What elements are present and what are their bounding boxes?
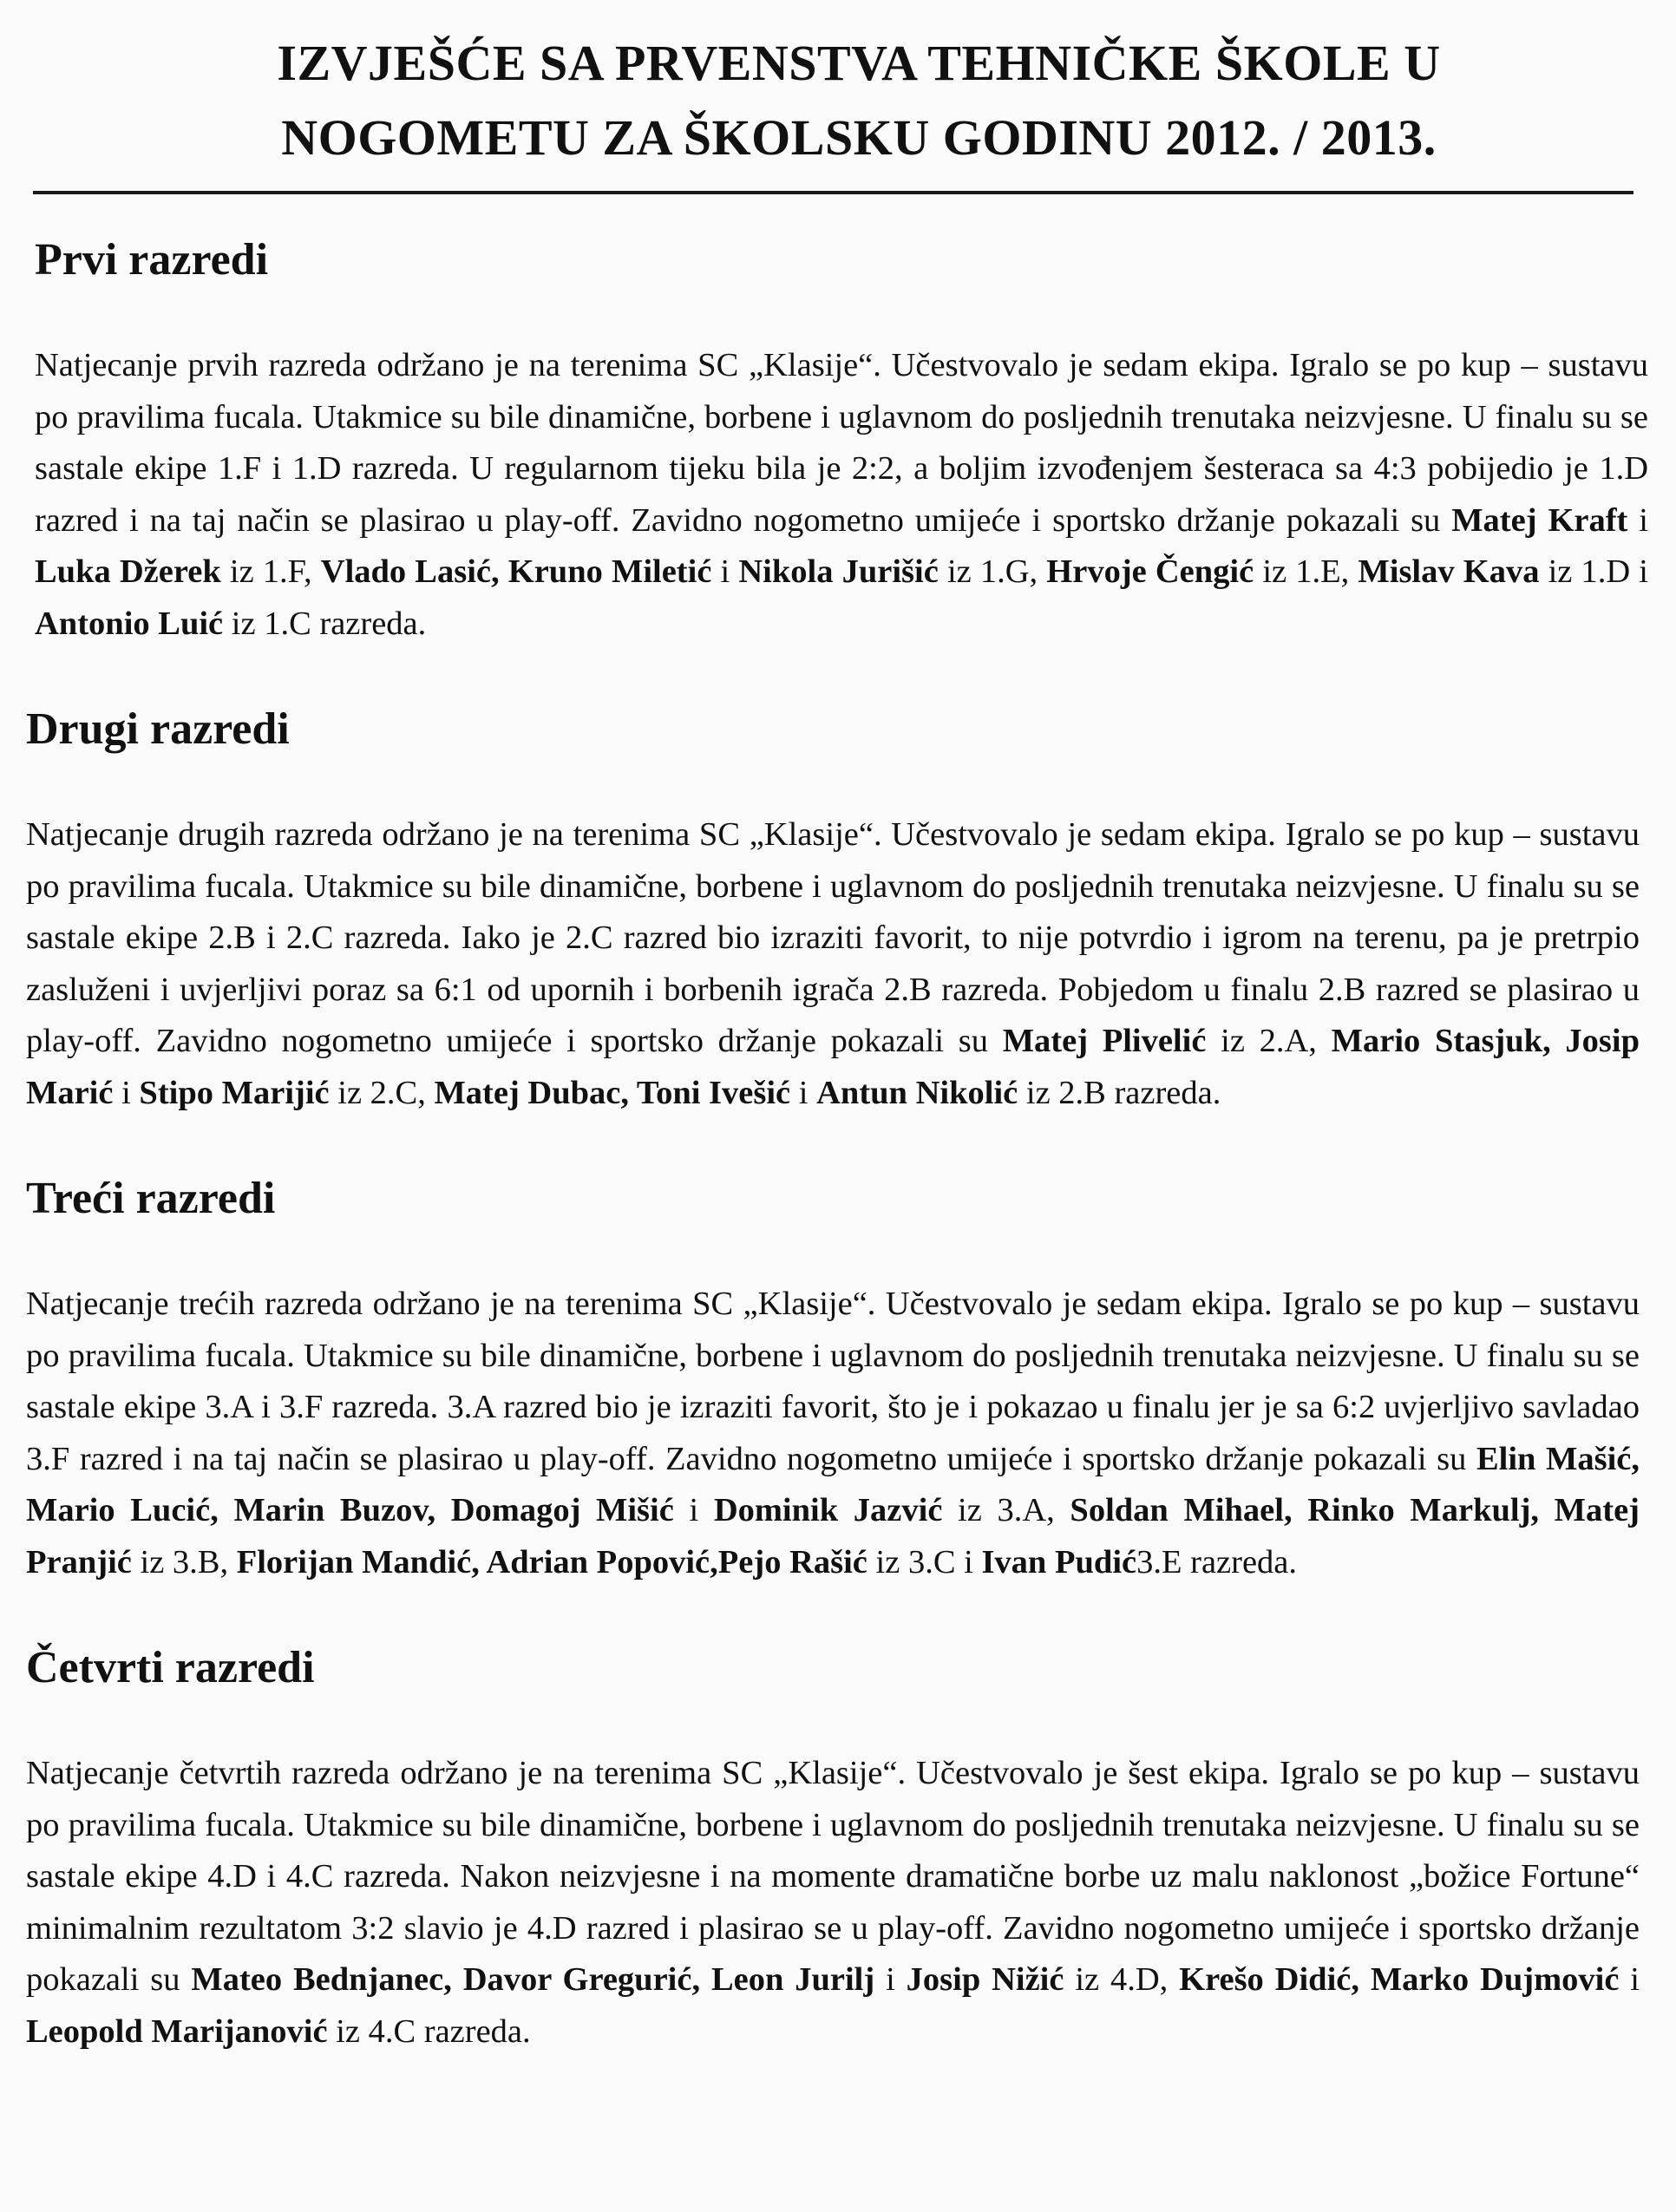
section-second-grade bbox=[26, 704, 1640, 1119]
player-name: Matej Plivelić bbox=[1002, 1023, 1207, 1059]
title-line-2: NOGOMETU ZA ŠKOLSKU GODINU 2012. / 2013. bbox=[281, 109, 1437, 166]
section-third-grade bbox=[26, 1173, 1640, 1588]
player-connector: iz 3.A, bbox=[942, 1492, 1070, 1528]
title-line-1: IZVJEŠĆE SA PRVENSTVA TEHNIČKE ŠKOLE U bbox=[277, 35, 1441, 91]
player-connector: iz 2.C, bbox=[329, 1074, 435, 1111]
section-first-grade bbox=[35, 234, 1649, 650]
player-connector: i bbox=[711, 553, 739, 590]
player-connector: i bbox=[1627, 501, 1649, 539]
player-connector: iz 1.E, bbox=[1254, 553, 1358, 590]
paragraph-text: Natjecanje drugih razreda održano je na terenima SC „Klasije“. Učestvovalo je sedam ekipa. Igralo se po kup – sustavu po pravilima fucala. Utakmice su bile dinamične, borbene i uglavnom do posljednih trenutaka neizvjesne. U finalu su se sastale ekipe 2.B i 2.C razreda. Iako je 2.C razred bio izraziti favorit, to nije potvrdio i igrom na terenu, pa je pretrpio zasluženi i uvjerljivi poraz sa 6:1 od upornih i borbenih igrača 2.B razreda. Pobjedom u finalu 2.B razred se plasirao u play-off. Zavidno nogometno umijeće i sportsko držanje pokazali su bbox=[26, 816, 1640, 1059]
section-paragraph bbox=[26, 1748, 1640, 2058]
player-connector: iz 3.B, bbox=[131, 1543, 237, 1580]
player-list bbox=[26, 1961, 1640, 2050]
player-name: Mateo Bednjanec, Davor Gregurić, Leon Jurilj bbox=[191, 1961, 875, 1998]
section-heading: Četvrti razredi bbox=[26, 1643, 315, 1692]
player-name: Antonio Luić bbox=[35, 605, 224, 642]
player-connector: iz 1.F, bbox=[220, 553, 321, 590]
player-name: Soldan Mihael, Rinko Markulj, Matej Pranjić bbox=[26, 1492, 1640, 1580]
player-name: Florijan Mandić, Adrian Popović,Pejo Rašić bbox=[236, 1543, 867, 1580]
player-connector: iz 2.B razreda. bbox=[1018, 1074, 1221, 1111]
player-connector: i bbox=[673, 1492, 714, 1528]
paragraph-text: Natjecanje prvih razreda održano je na terenima SC „Klasije“. Učestvovalo je sedam ekipa. Igralo se po kup – sustavu po pravilima fucala. Utakmice su bile dinamične, borbene i uglavnom do posljednih trenutaka neizvjesne. U finalu su se sastale ekipe 1.F i 1.D razreda. U regularnom tijeku bila je 2:2, a boljim izvođenjem šesteraca sa 4:3 pobijedio je 1.D razred i na taj način se plasirao u play-off. Zavidno nogometno umijeće i sportsko držanje pokazali su bbox=[35, 347, 1648, 539]
player-connector: iz 3.C i bbox=[867, 1543, 982, 1580]
title-divider bbox=[33, 191, 1633, 194]
player-name: Nikola Jurišić bbox=[738, 553, 939, 590]
paragraph-text: Natjecanje četvrtih razreda održano je na terenima SC „Klasije“. Učestvovalo je šest ekipa. Igralo se po kup – sustavu po pravilima fucala. Utakmice su bile dinamične, borbene i uglavnom do posljednih trenutaka neizvjesne. U finalu su se sastale ekipe 4.D i 4.C razreda. Nakon neizvjesne i na momente dramatične borbe uz malu naklonost „božice Fortune“ minimalnim rezultatom 3:2 slavio je 4.D razred i plasirao se u play-off. Zavidno nogometno umijeće i sportsko držanje pokazali su bbox=[26, 1755, 1640, 1998]
section-fourth-grade bbox=[26, 1642, 1640, 2058]
player-name: Krešo Didić, Marko Dujmović bbox=[1179, 1961, 1620, 1998]
player-name: Luka Džerek bbox=[35, 553, 221, 590]
player-connector: iz 1.C razreda. bbox=[223, 605, 427, 642]
player-name: Stipo Marijić bbox=[139, 1074, 330, 1111]
player-name: Leopold Marijanović bbox=[26, 2012, 328, 2050]
player-connector: iz 2.A, bbox=[1206, 1023, 1332, 1059]
player-connector: iz 4.D, bbox=[1064, 1961, 1180, 1998]
paragraph-text: Natjecanje trećih razreda održano je na terenima SC „Klasije“. Učestvovalo je sedam ekipa. Igralo se po kup – sustavu po pravilima fucala. Utakmice su bile dinamične, borbene i uglavnom do posljednih trenutaka neizvjesne. U finalu su se sastale ekipe 3.A i 3.F razreda. 3.A razred bio je izraziti favorit, što je i pokazao u finalu jer je sa 6:2 uvjerljivo savladao 3.F razred i na taj način se plasirao u play-off. Zavidno nogometno umijeće i sportsko držanje pokazali su bbox=[26, 1286, 1640, 1477]
section-heading: Prvi razredi bbox=[35, 235, 269, 285]
player-connector: iz 4.C razreda. bbox=[327, 2012, 531, 2050]
player-name: Matej Dubac, Toni Ivešić bbox=[434, 1074, 791, 1111]
player-connector: i bbox=[113, 1074, 140, 1111]
page-title bbox=[26, 26, 1640, 175]
player-name: Hrvoje Čengić bbox=[1046, 553, 1254, 590]
player-name: Vlado Lasić, Kruno Miletić bbox=[320, 553, 712, 590]
section-heading: Drugi razredi bbox=[26, 704, 290, 754]
player-connector: i bbox=[1619, 1961, 1640, 1998]
player-name: Dominik Jazvić bbox=[713, 1492, 943, 1528]
player-name: Mario Stasjuk, Josip Marić bbox=[26, 1023, 1640, 1111]
document-page bbox=[26, 26, 1649, 2058]
player-name: Mislav Kava bbox=[1358, 553, 1540, 590]
player-name: Ivan Pudić bbox=[981, 1543, 1137, 1580]
player-name: Elin Mašić, Mario Lucić, Marin Buzov, Domagoj Mišić bbox=[26, 1440, 1640, 1528]
player-connector: 3.E razreda. bbox=[1136, 1543, 1297, 1580]
section-paragraph bbox=[35, 340, 1648, 650]
section-paragraph bbox=[26, 1279, 1640, 1588]
player-connector: i bbox=[790, 1074, 817, 1111]
section-paragraph bbox=[26, 809, 1640, 1119]
player-name: Antun Nikolić bbox=[816, 1074, 1018, 1111]
player-name: Matej Kraft bbox=[1451, 501, 1628, 539]
player-connector: iz 1.D i bbox=[1539, 553, 1648, 590]
player-name: Josip Nižić bbox=[906, 1961, 1064, 1998]
player-connector: i bbox=[874, 1961, 907, 1998]
player-connector: iz 1.G, bbox=[938, 553, 1047, 590]
section-heading: Treći razredi bbox=[26, 1174, 276, 1223]
